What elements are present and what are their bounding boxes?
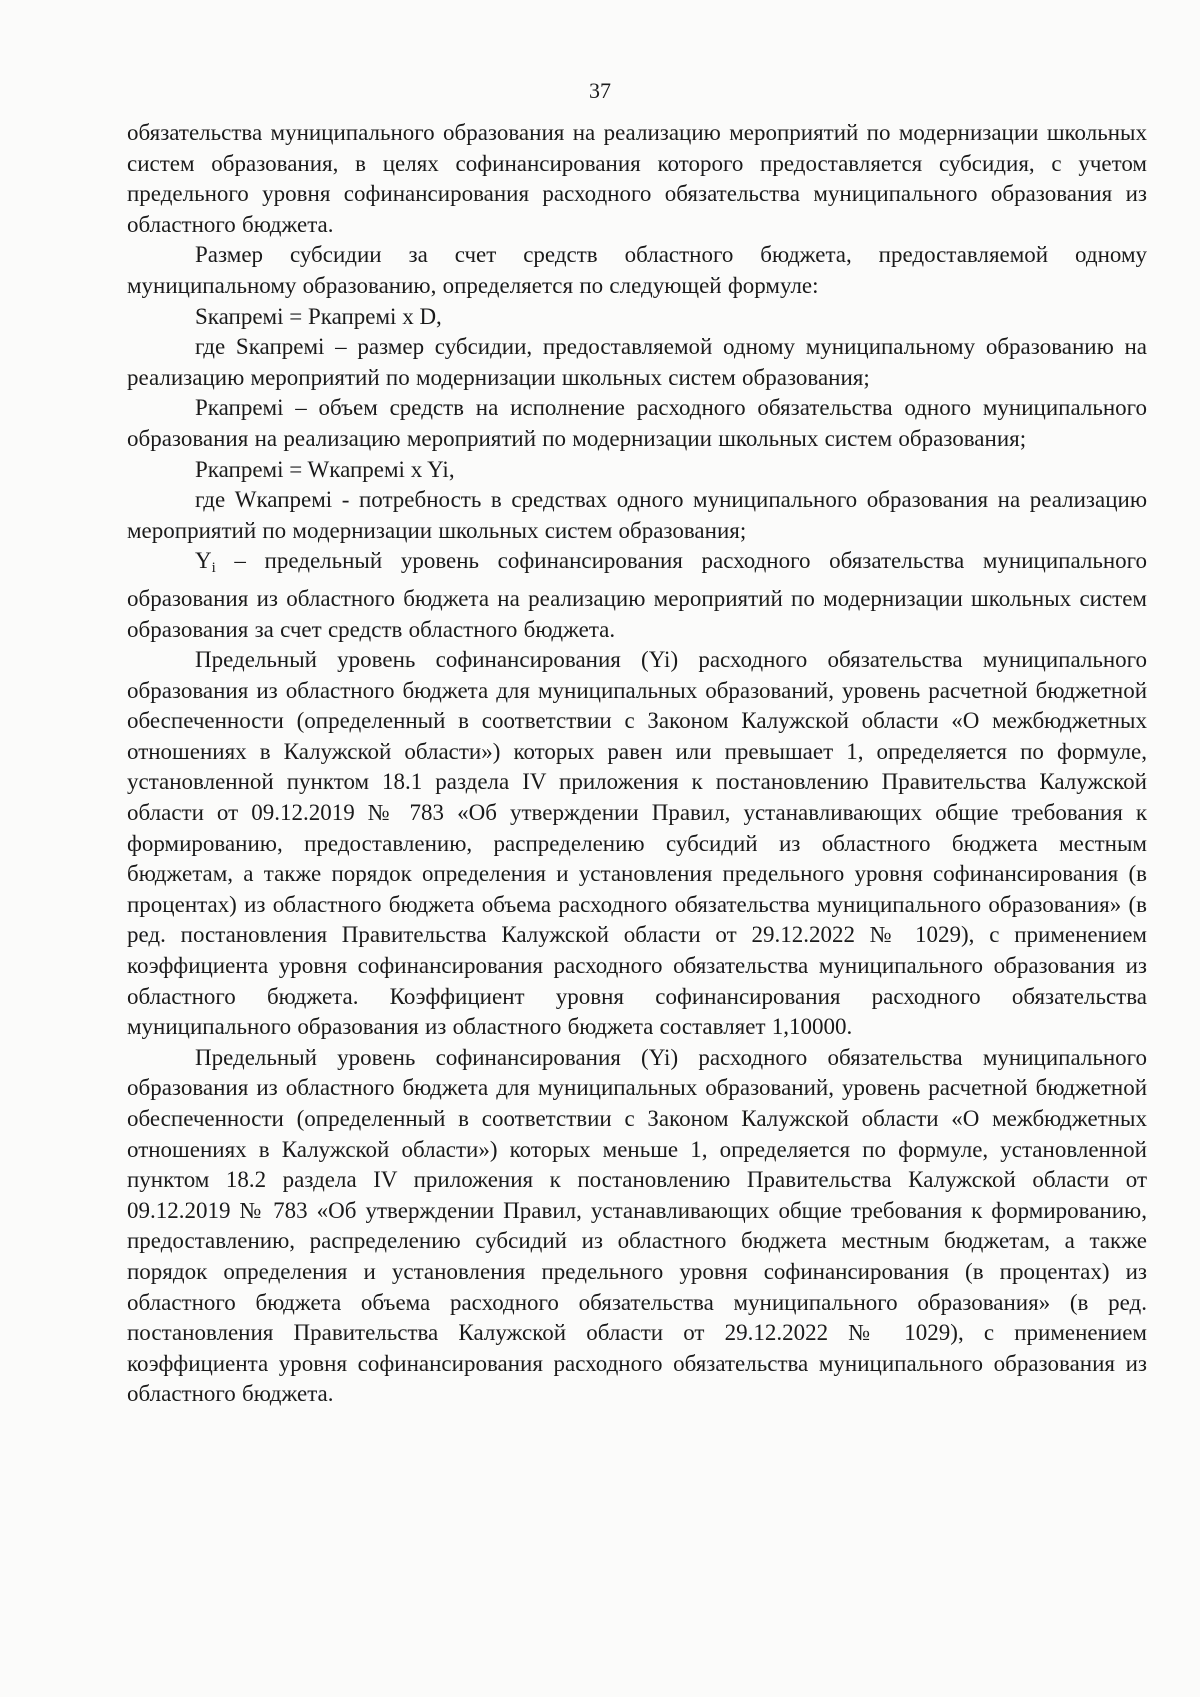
paragraph-s-definition: где Sкапремi – размер субсидии, предоставляемой одному муниципальному образованию на реализацию мероприятий по модернизации школьных систем образования; xyxy=(127,334,1147,390)
paragraph-cofinancing-level-lt-1: Предельный уровень софинансирования (Yi) расходного обязательства муниципального образования из областного бюджета для муниципальных образований, уровень расчетной бюджетной обеспеченности (определенный в соответствии с Законом Калужской области «О межбюджетных отношениях в Калужской области») которых меньше 1, определяется по формуле, установленной пунктом 18.2 раздела IV приложения к постановлению Правительства Калужской области от 09.12.2019 № 783 «Об утверждении Правил, устанавливающих общие требования к формированию, предоставлению, распределению субсидий из областного бюджета местным бюджетам, а также порядок определения и установления предельного уровня софинансирования (в процентах) из областного бюджета объема расходного обязательства муниципального образования» (в ред. постановления Правительства Калужской области от 29.12.2022 № 1029), с применением коэффициента уровня софинансирования расходного обязательства муниципального образования из областного бюджета. xyxy=(127,1044,1147,1407)
paragraph-y-definition xyxy=(127,546,1147,645)
formula-expenditure: Pкапремi = Wкапремi x Yi, xyxy=(195,456,455,482)
formula-subsidy: Sкапремi = Pкапремi x D, xyxy=(195,303,442,329)
paragraph-w-definition: где Wкапремi - потребность в средствах одного муниципального образования на реализацию мероприятий по модернизации школьных систем образования; xyxy=(127,487,1147,543)
paragraph-continuation: обязательства муниципального образования на реализацию мероприятий по модернизации школьных систем образования, в целях софинансирования которого предоставляется субсидия, с учетом предельного уровня софинансирования расходного обязательства муниципального образования из областного бюджета. xyxy=(127,120,1147,237)
page-number: 37 xyxy=(589,78,611,103)
paragraph-p-definition: Pкапремi – объем средств на исполнение расходного обязательства одного муниципального образования на реализацию мероприятий по модернизации школьных систем образования; xyxy=(127,395,1147,451)
paragraph-cofinancing-level-ge-1: Предельный уровень софинансирования (Yi) расходного обязательства муниципального образования из областного бюджета для муниципальных образований, уровень расчетной бюджетной обеспеченности (определенный в соответствии с Законом Калужской области «О межбюджетных отношениях в Калужской области») которых равен или превышает 1, определяется по формуле, установленной пунктом 18.1 раздела IV приложения к постановлению Правительства Калужской области от 09.12.2019 № 783 «Об утверждении Правил, устанавливающих общие требования к формированию, предоставлению, распределению субсидий из областного бюджета местным бюджетам, а также порядок определения и установления предельного уровня софинансирования (в процентах) из областного бюджета объема расходного обязательства муниципального образования» (в ред. постановления Правительства Калужской области от 29.12.2022 № 1029), с применением коэффициента уровня софинансирования расходного обязательства муниципального образования из областного бюджета. Коэффициент уровня софинансирования расходного обязательства муниципального образования из областного бюджета составляет 1,10000. xyxy=(127,647,1147,1040)
paragraph-subsidy-size: Размер субсидии за счет средств областного бюджета, предоставляемой одному муниципальному образованию, определяется по следующей формуле: xyxy=(127,242,1147,298)
y-symbol: Y xyxy=(195,548,212,574)
y-definition-text: – предельный уровень софинансирования расходного обязательства муниципального образования из областного бюджета на реализацию мероприятий по модернизации школьных систем образования за счет средств областного бюджета. xyxy=(127,548,1147,642)
y-symbol-subscript: i xyxy=(211,560,216,577)
document-body xyxy=(127,118,1147,1410)
